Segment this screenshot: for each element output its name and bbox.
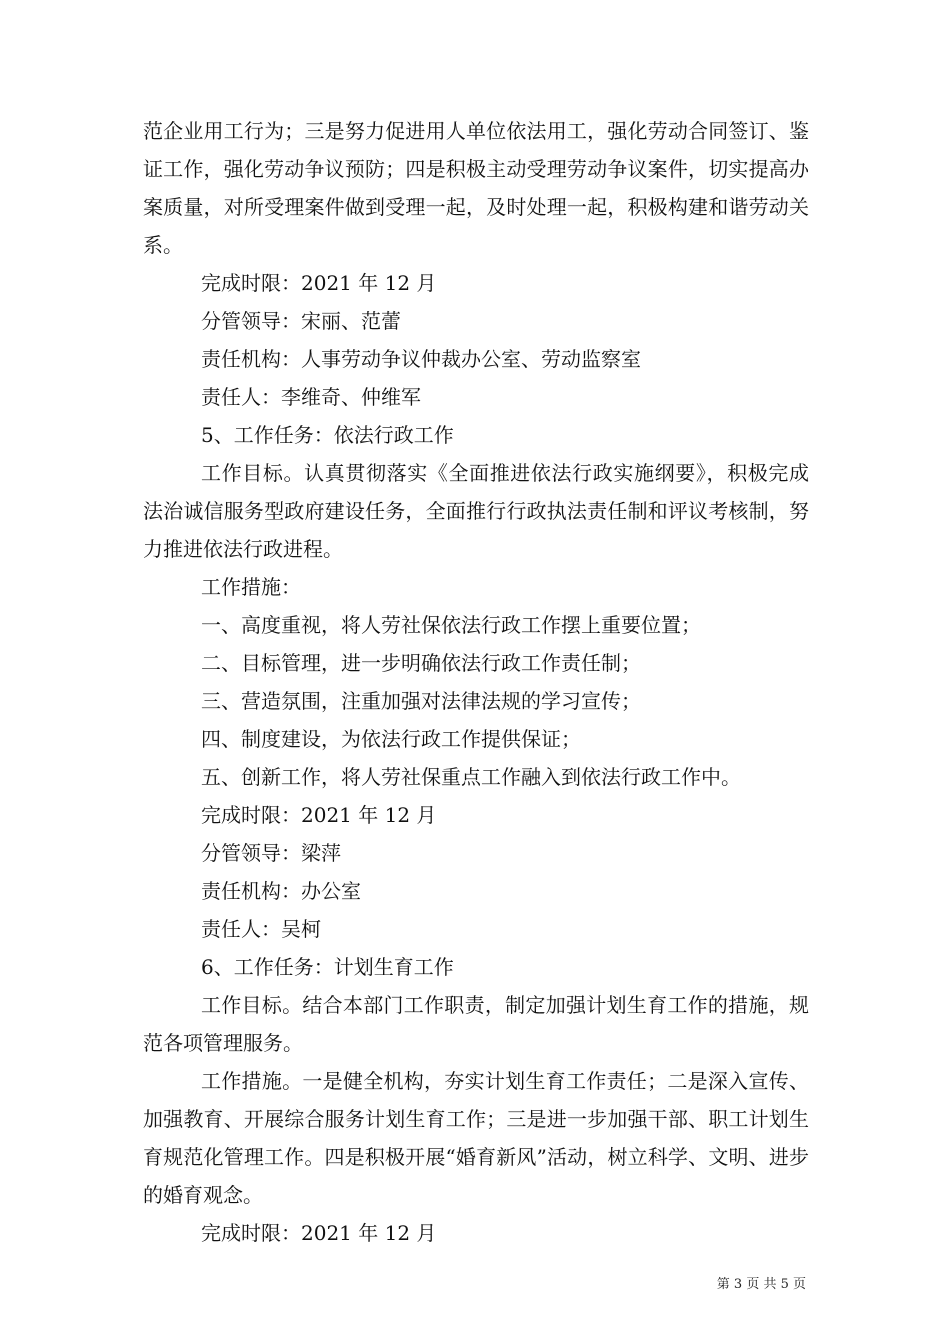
work-goal-paragraph: 工作目标。认真贯彻落实《全面推进依法行政实施纲要》，积极完成法治诚信服务型政府建设任务，全面推行行政执法责任制和评议考核制，努力推进依法行政进程。 (143, 461, 809, 561)
task-heading-6: 6、工作任务：计划生育工作 (201, 955, 454, 979)
document-body (143, 112, 809, 1252)
work-goal-paragraph: 工作目标。结合本部门工作职责，制定加强计划生育工作的措施，规范各项管理服务。 (143, 993, 809, 1055)
task-heading-5: 5、工作任务：依法行政工作 (201, 423, 454, 447)
measure-item-3: 三、营造氛围，注重加强对法律法规的学习宣传； (201, 689, 641, 713)
page-number-footer: 第 3 页 共 5 页 (716, 1277, 806, 1292)
supervising-leader-line: 分管领导：宋丽、范蕾 (201, 309, 401, 333)
responsible-person-line: 责任人：李维奇、仲维军 (201, 385, 421, 409)
work-measures-paragraph: 工作措施。一是健全机构，夯实计划生育工作责任；二是深入宣传、加强教育、开展综合服务计划生育工作；三是进一步加强干部、职工计划生育规范化管理工作。四是积极开展“婚育新风”活动，树立科学、文明、进步的婚育观念。 (143, 1069, 809, 1207)
deadline-line: 完成时限：2021 年 12 月 (201, 271, 437, 295)
paragraph-continuation-labor-measures: 范企业用工行为；三是努力促进用人单位依法用工，强化劳动合同签订、鉴证工作，强化劳动争议预防；四是积极主动受理劳动争议案件，切实提高办案质量，对所受理案件做到受理一起，及时处理一起，积极构建和谐劳动关系。 (143, 119, 809, 257)
responsible-person-line: 责任人：吴柯 (201, 917, 321, 941)
work-measures-heading: 工作措施： (201, 575, 301, 599)
supervising-leader-line: 分管领导：梁萍 (201, 841, 341, 865)
responsible-agency-line: 责任机构：人事劳动争议仲裁办公室、劳动监察室 (201, 347, 641, 371)
measure-item-4: 四、制度建设，为依法行政工作提供保证； (201, 727, 581, 751)
measure-item-2: 二、目标管理，进一步明确依法行政工作责任制； (201, 651, 641, 675)
responsible-agency-line: 责任机构：办公室 (201, 879, 361, 903)
measure-item-5: 五、创新工作，将人劳社保重点工作融入到依法行政工作中。 (201, 765, 741, 789)
deadline-line: 完成时限：2021 年 12 月 (201, 803, 437, 827)
measure-item-1: 一、高度重视，将人劳社保依法行政工作摆上重要位置； (201, 613, 701, 637)
deadline-line: 完成时限：2021 年 12 月 (201, 1221, 437, 1245)
